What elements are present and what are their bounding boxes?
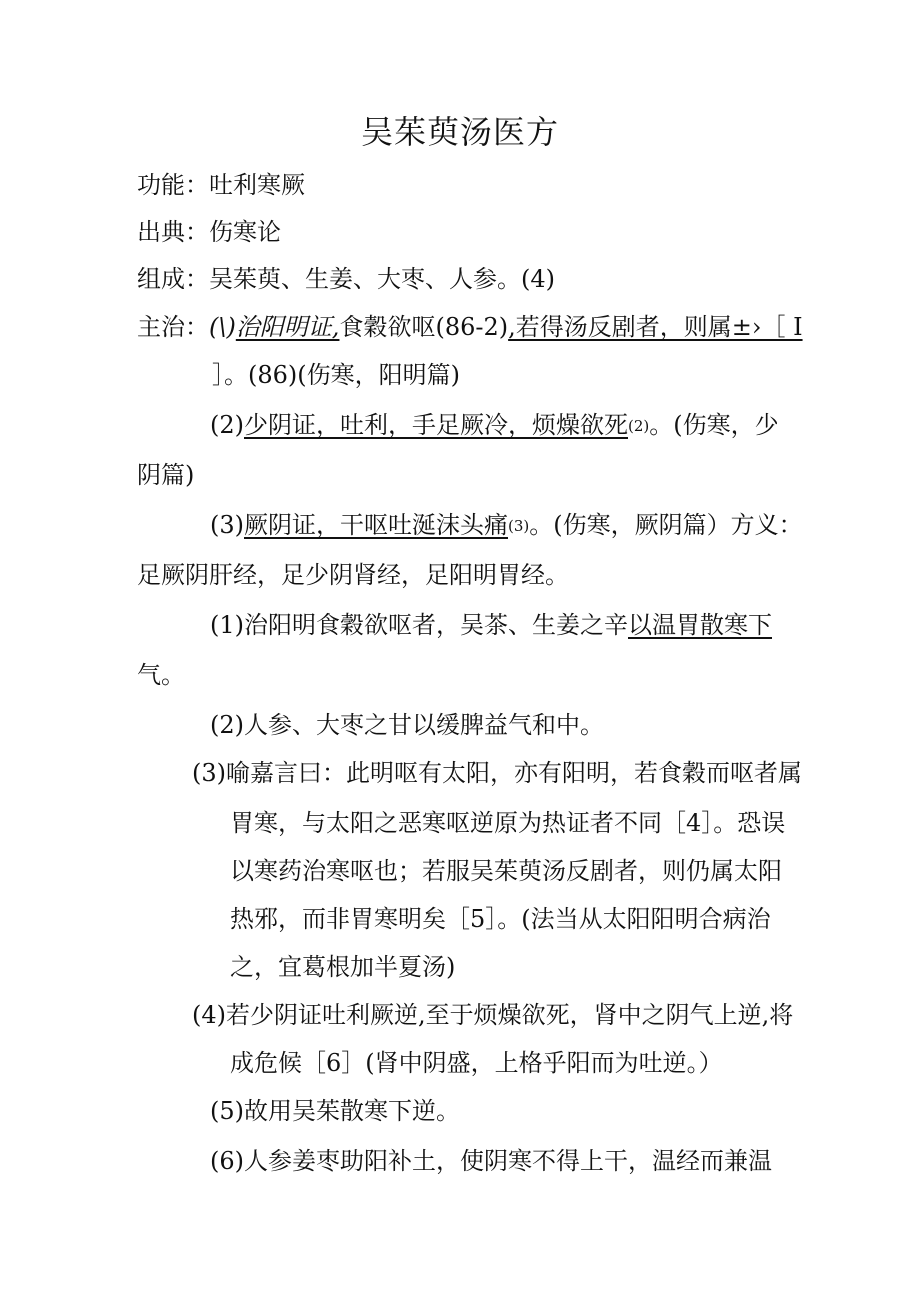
composition-line (137, 264, 555, 294)
explanation-3-line-5: 之，宜葛根加半夏汤) (230, 953, 456, 981)
page-title: 吴茱萸汤医方 (360, 113, 559, 151)
indication-2-continuation: 阴篇) (137, 461, 195, 489)
indication-3-underlined: 厥阴证，干呕吐涎沫头痛 (244, 511, 508, 539)
indication-3-number: (3) (210, 511, 244, 539)
indication-2-underlined: 少阴证，吐利，手足厥冷，烦燥欲死 (244, 411, 628, 439)
explanation-1-text: (1)治阳明食穀欲呕者，吴茶、生姜之辛 (210, 611, 628, 639)
composition-label: 组成： (137, 265, 209, 293)
source-value: 伤寒论 (209, 218, 281, 246)
indication-2-footnote: (2) (628, 417, 650, 435)
indication-3-footnote: (3) (508, 517, 530, 535)
explanation-1-continuation: 气。 (137, 661, 185, 689)
indication-2-number: (2) (210, 411, 244, 439)
explanation-1-underlined: 以温胃散寒下 (628, 611, 772, 639)
explanation-5-line: (5)故用吴茱散寒下逆。 (210, 1097, 460, 1125)
explanation-4-line-1: (4)若少阴证吐利厥逆,至于烦燥欲死，肾中之阴气上逆,将 (192, 1001, 794, 1029)
indication-1-mid: 食穀欲呕(86-2) (339, 313, 509, 341)
explanation-3-line-3: 以寒药治寒呕也；若服吴茱萸汤反剧者，则仍属太阳 (230, 857, 782, 885)
function-line (137, 170, 305, 200)
source-label: 出典： (137, 218, 209, 246)
indication-3-line (210, 510, 803, 541)
indication-1-prefix: (\) (209, 313, 236, 341)
explanation-2-line: (2)人参、大枣之甘以缓脾益气和中。 (210, 711, 604, 739)
function-value: 吐利寒厥 (209, 171, 305, 199)
indication-1-underlined-b: ,若得汤反剧者，则属±›［ I (508, 313, 803, 341)
indication-3-continuation: 足厥阴肝经，足少阴肾经，足阳明胃经。 (137, 561, 569, 589)
indication-3-tail: 。(伤寒，厥阴篇）方义： (529, 511, 803, 539)
indication-1-line (137, 312, 803, 342)
indication-1-continuation: ］。(86)(伤寒，阳明篇) (212, 361, 460, 389)
function-label: 功能： (137, 171, 209, 199)
explanation-4-line-2: 成危候［6］(肾中阴盛，上格乎阳而为吐逆。） (230, 1049, 723, 1077)
composition-value: 吴茱萸、生姜、大枣、人参。(4) (209, 265, 555, 293)
explanation-6-line: (6)人参姜枣助阳补土，使阴寒不得上干，温经而兼温 (210, 1147, 772, 1175)
indications-label: 主治： (137, 313, 209, 341)
explanation-3-line-2: 胃寒，与太阳之恶寒呕逆原为热证者不同［4］。恐误 (230, 809, 786, 837)
explanation-3-line-4: 热邪，而非胃寒明矣［5］。(法当从太阳阳明合病治 (230, 905, 771, 933)
indication-1-underlined-a: 治阳明证, (235, 313, 340, 341)
source-line (137, 217, 281, 247)
explanation-1-line (210, 610, 772, 640)
explanation-3-line-1: (3)喻嘉言曰：此明呕有太阳，亦有阳明，若食穀而呕者属 (192, 759, 802, 787)
indication-2-tail: 。(伤寒，少 (649, 411, 779, 439)
indication-2-line (210, 410, 779, 441)
